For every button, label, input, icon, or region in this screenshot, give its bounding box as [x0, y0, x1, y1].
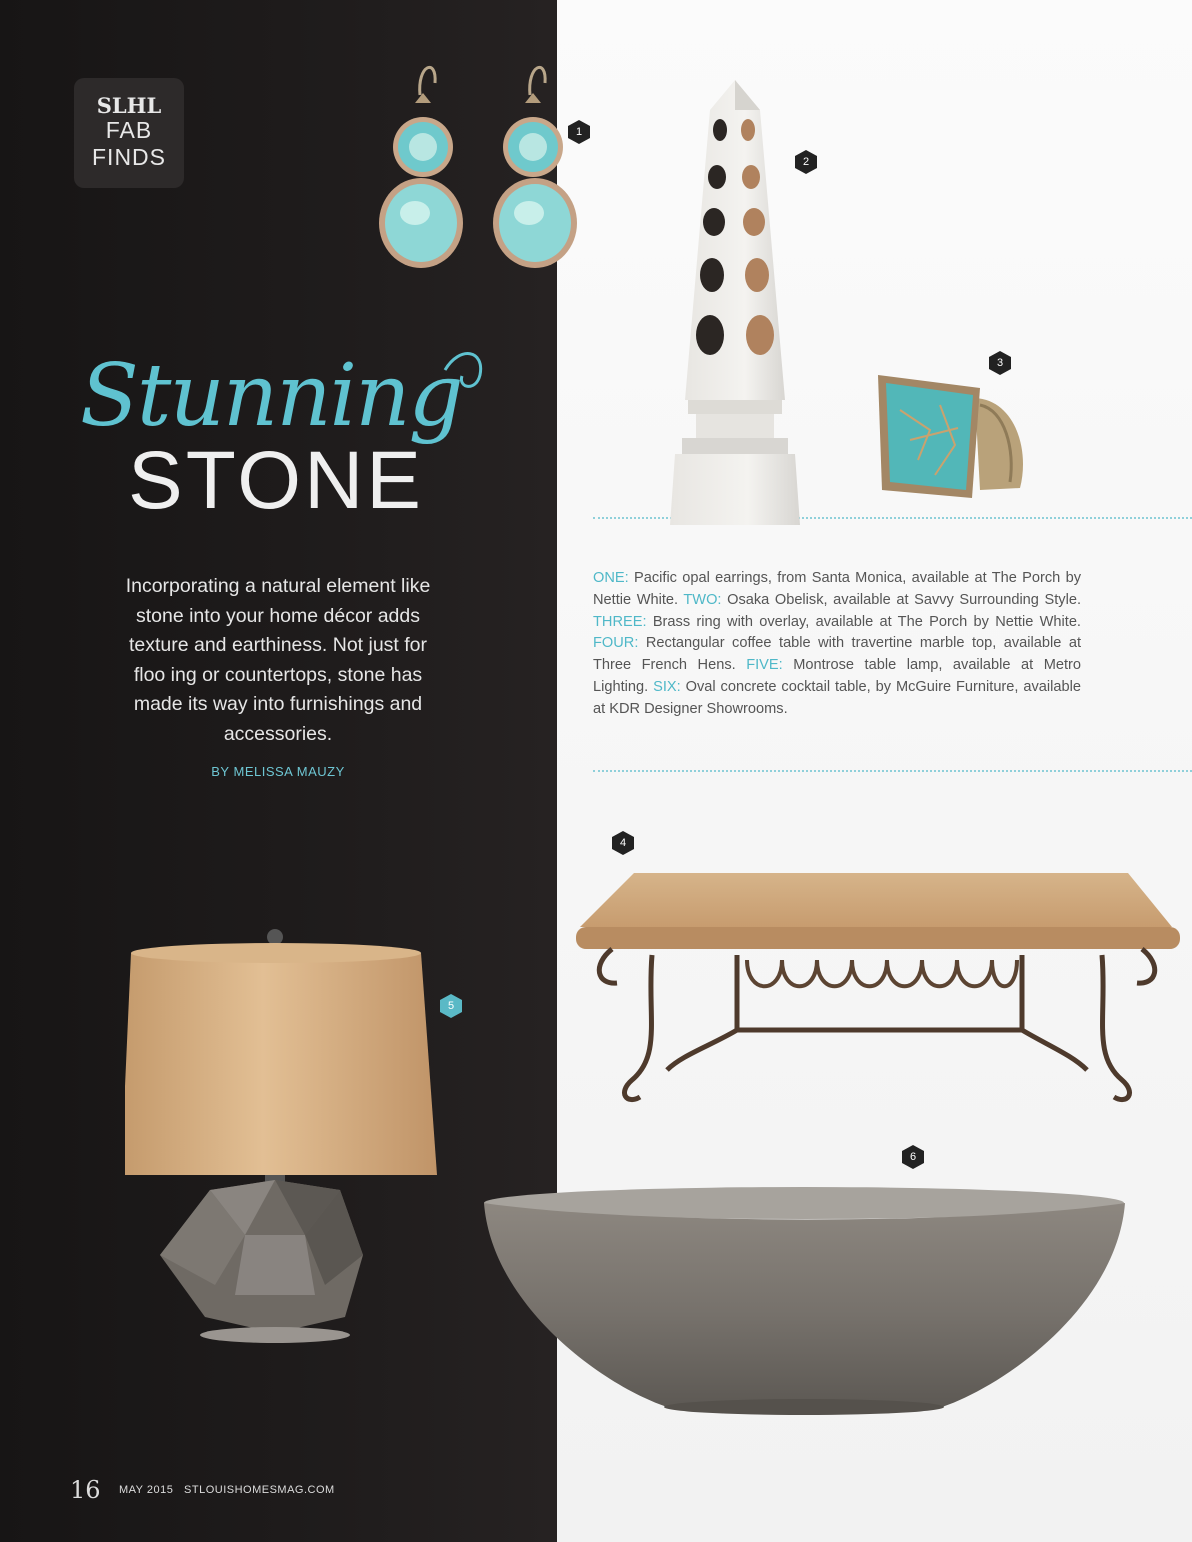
caption-text-six: Oval concrete cocktail table, by McGuire Furniture, available at KDR Designer Showrooms. — [593, 678, 1081, 717]
badge-slhl: SLHL — [96, 93, 162, 118]
marker-5-label: 5 — [447, 1000, 455, 1012]
caption-label-three: THREE: — [593, 613, 647, 630]
divider-bottom — [593, 770, 1192, 772]
caption-text-four: Rectangular coffee table with travertine marble top, available at Three French Hens. — [593, 635, 1082, 674]
marker-1 — [568, 120, 590, 144]
earring-left — [379, 67, 463, 268]
marker-2-label: 2 — [802, 156, 810, 168]
ring-image — [870, 370, 1030, 505]
caption-text-three: Brass ring with overlay, available at The Porch by Nettie White. — [652, 613, 1081, 630]
marker-4 — [612, 831, 634, 855]
product-captions — [593, 568, 1081, 721]
obelisk-image — [660, 80, 810, 525]
marker-6-label: 6 — [909, 1151, 917, 1163]
section-badge — [74, 78, 184, 188]
caption-label-six: SIX: — [653, 678, 681, 695]
earring-right — [493, 67, 577, 268]
coffee-table-image — [572, 865, 1184, 1110]
marker-3 — [989, 351, 1011, 375]
caption-text-one: Pacific opal earrings, from Santa Monica, available at The Porch by Nettie White. — [593, 570, 1081, 608]
title-stone: STONE — [128, 435, 424, 526]
marker-5 — [440, 994, 462, 1018]
page-footer — [70, 1476, 335, 1504]
page-number: 16 — [70, 1476, 101, 1504]
concrete-table-image — [482, 1185, 1127, 1425]
caption-label-four: FOUR: — [593, 635, 639, 652]
table-lamp-image — [125, 925, 445, 1395]
marker-6 — [902, 1145, 924, 1169]
byline: BY MELISSA MAUZY — [211, 764, 345, 779]
caption-label-five: FIVE: — [746, 657, 783, 674]
earrings-image — [375, 55, 590, 275]
badge-finds: FINDS — [92, 144, 166, 170]
marker-4-label: 4 — [619, 837, 627, 849]
marker-1-label: 1 — [575, 126, 583, 138]
badge-fab: FAB — [105, 117, 153, 143]
intro-paragraph: Incorporating a natural element like stone into your home décor adds texture and earthiness. Not just for floo ing or countertops, stone has made its way into furnishings and accessories. — [125, 575, 431, 745]
marker-2 — [795, 150, 817, 174]
caption-label-two: TWO: — [683, 591, 722, 608]
caption-text-two: Osaka Obelisk, available at Savvy Surrounding Style. — [727, 591, 1081, 608]
footer-issue-site: MAY 2015 STLOUISHOMESMAG.COM — [119, 1484, 335, 1496]
caption-label-one: ONE: — [593, 570, 629, 586]
title-script-text: Stunning — [80, 346, 462, 446]
caption-text-five: Montrose table lamp, available at Metro Lighting. — [593, 657, 1081, 695]
marker-3-label: 3 — [996, 357, 1004, 369]
